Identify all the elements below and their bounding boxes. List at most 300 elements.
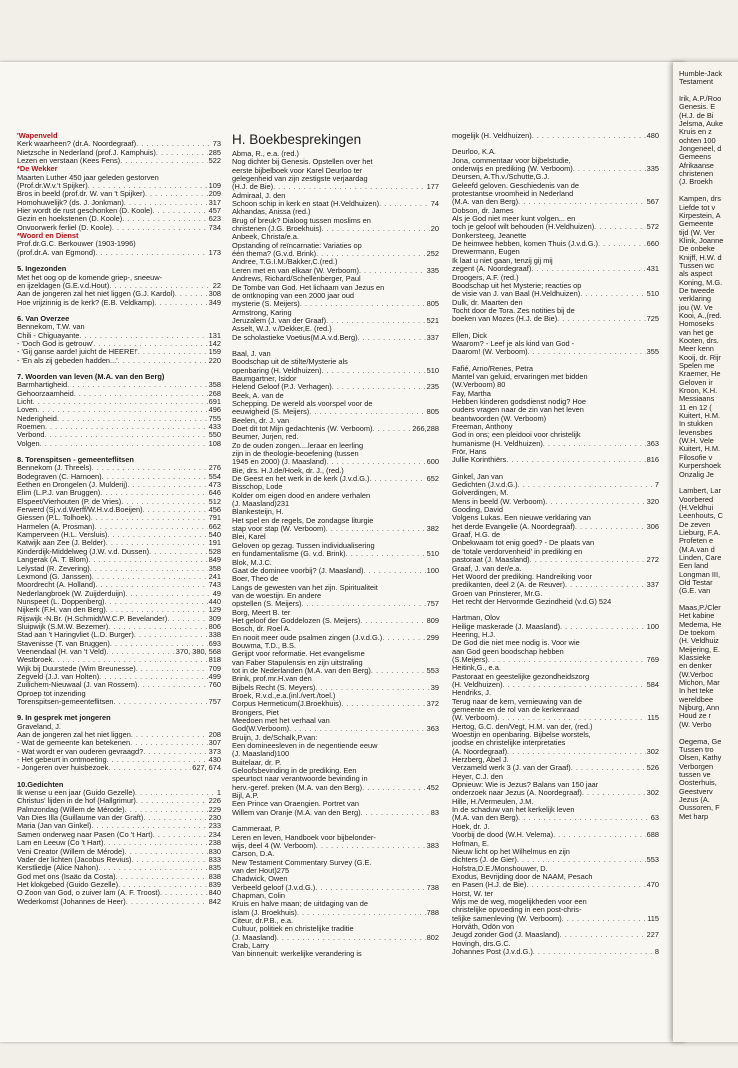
cropped-index-line: verklaring xyxy=(679,295,712,304)
index-text-line: aan God geen boodschap hebben xyxy=(452,647,564,656)
cropped-index-line: Meijering, E. xyxy=(679,645,721,654)
index-text-line: Maarten Luther 450 jaar geleden gestorven xyxy=(17,173,159,182)
entry-page-number: 526 xyxy=(646,763,659,773)
entry-title: Licht xyxy=(17,397,33,406)
index-entry xyxy=(17,140,221,148)
entry-page-number: 572 xyxy=(646,222,659,232)
entry-page-number: 173 xyxy=(208,247,221,257)
periodical-heading: *Woord en Dienst xyxy=(17,231,79,241)
cropped-index-line: levensbes xyxy=(679,428,713,437)
dot-leader xyxy=(273,183,426,191)
dot-leader xyxy=(382,634,425,642)
index-entry xyxy=(17,789,221,797)
entry-title: God(W.Verboom) xyxy=(232,725,290,734)
dot-leader xyxy=(155,299,208,307)
entry-page-number xyxy=(285,192,286,200)
index-text-line: Citeur, dr.P.B., e.a. xyxy=(232,916,294,925)
entry-title: Verbeeld geloof (J.v.d.G.) xyxy=(232,883,316,892)
entry-title: Van Dies Illa (Guillaume van der Graft) xyxy=(17,814,144,823)
cropped-index-line xyxy=(679,87,738,95)
index-text-line: Chapman, Colin xyxy=(232,891,285,900)
index-entry xyxy=(17,506,221,514)
dot-leader xyxy=(121,498,207,506)
entry-title: (Prof.dr.W.v.'t Spijker) xyxy=(17,182,88,191)
entry-title: - Wat de gemeente kan betekenen xyxy=(17,739,131,748)
index-entry xyxy=(17,481,221,489)
dot-leader xyxy=(153,831,208,839)
index-entry xyxy=(452,215,659,223)
entry-title: eeuwigheid (S. Meijers) xyxy=(232,408,310,417)
index-text-line: Andrews, Richard/Schellenberger, Paul xyxy=(232,275,361,284)
entry-page-number: 100 xyxy=(646,621,659,631)
entry-page-number: 306 xyxy=(646,521,659,531)
entry-page-number: 22 xyxy=(212,280,221,290)
entry-page-number: 299 xyxy=(426,632,439,642)
index-entry xyxy=(17,531,221,539)
index-text-line: Nieuw licht op het Wilhelmus en zijn xyxy=(452,847,570,856)
index-entry xyxy=(17,673,221,681)
entry-title: Daarom! (W. Verboom) xyxy=(452,348,528,357)
dot-leader xyxy=(95,249,207,257)
index-text-line: (J. Maasland)100 xyxy=(232,750,290,759)
entry-page-number: 227 xyxy=(646,930,659,940)
index-entry xyxy=(232,267,439,275)
entry-title: Lezen en verstaan (Kees Fens) xyxy=(17,157,121,166)
entry-title: Leren met en van elkaar (W. Verboom) xyxy=(232,266,359,275)
index-text-line: Gerijpt voor reformatie. Het evangelisme xyxy=(232,650,365,659)
entry-title: (H.J. de Bie) xyxy=(232,183,274,192)
index-entry xyxy=(452,915,659,923)
index-entry xyxy=(452,132,659,140)
entry-page-number: 49 xyxy=(212,588,221,598)
index-text-line: van de woestijn. En andere xyxy=(232,591,322,600)
entry-page-number xyxy=(508,489,509,497)
index-entry xyxy=(452,415,659,423)
entry-title: - Wat wordt er van ouderen gevraagd? xyxy=(17,747,144,756)
index-entry xyxy=(17,839,221,847)
index-text-line: Pastoraat en geestelijke gezondheidszorg xyxy=(452,672,590,681)
entry-page-number: 272 xyxy=(646,555,659,565)
entry-page-number: 115 xyxy=(647,913,659,923)
spacer xyxy=(232,817,439,825)
dot-leader xyxy=(316,250,426,258)
dot-leader xyxy=(100,489,207,497)
index-text-line: de 'totale verdorvenheid' in prediking en xyxy=(452,547,583,556)
index-text-line: Geloven op gezag. Tussen individualisering xyxy=(232,541,375,550)
dot-leader xyxy=(360,617,425,625)
entry-title: Heilige maskerade (J. Maasland) xyxy=(452,622,561,631)
entry-title: Volgen xyxy=(17,439,40,448)
index-text-line: Herzberg, Abel J. xyxy=(452,756,509,765)
dot-leader xyxy=(560,623,646,631)
dot-leader xyxy=(533,948,654,956)
entry-page-number: 370, 380, 568 xyxy=(175,646,221,656)
index-entry xyxy=(452,456,659,464)
dot-leader xyxy=(371,667,426,675)
cropped-index-line: Longman III, xyxy=(679,570,721,579)
entry-page-number: 131 xyxy=(208,330,221,340)
dot-leader xyxy=(571,764,646,772)
entry-page-number: 220 xyxy=(208,355,221,365)
entry-title: Bijbels Recht (S. Meyers) xyxy=(232,683,316,692)
entry-page-number: 849 xyxy=(208,555,221,565)
index-entry xyxy=(17,348,221,356)
dot-leader xyxy=(145,190,208,198)
entry-title: Giessen (P.L. Tolhoek) xyxy=(17,514,91,523)
cropped-index-line: Filosofie v xyxy=(679,453,713,462)
entry-page-number: 842 xyxy=(208,896,221,906)
index-entry xyxy=(452,489,659,497)
index-text-line: Anbeek, Christa/e.a. xyxy=(232,233,299,242)
entry-page-number: 73 xyxy=(212,139,221,149)
entry-page-number: 734 xyxy=(208,222,221,232)
index-text-line: Volgens Lukas. Een nieuwe verklaring van xyxy=(452,514,591,523)
index-text-line: eerste bijbelboek voor Karel Deurloo ter xyxy=(232,166,363,175)
entry-title: Wijk bij Duurstede (Wim Breunesse) xyxy=(17,664,136,673)
index-entry xyxy=(452,223,659,231)
index-entry xyxy=(17,548,221,556)
cropped-index-line: Een land xyxy=(679,562,709,571)
cropped-index-line: Kroon, K.H. xyxy=(679,387,718,396)
dot-leader xyxy=(369,475,425,483)
entry-page-number: 440 xyxy=(208,596,221,606)
entry-title: Jeugd zonder God (J. Maasland) xyxy=(452,931,560,940)
cropped-index-line: Jelsma, Auke xyxy=(679,120,723,129)
index-entry xyxy=(17,556,221,564)
index-entry xyxy=(17,698,221,706)
index-text-line: Bruijn, J. de/Schalk,P.van: xyxy=(232,733,318,742)
entry-page-number: 276 xyxy=(208,463,221,473)
index-text-line: Hille, H./Vermeulen, J.M. xyxy=(452,797,534,806)
entry-title: wijs, deel 4 (W. Verboom) xyxy=(232,841,316,850)
index-entry xyxy=(232,200,439,208)
index-entry xyxy=(452,681,659,689)
entry-page-number: 833 xyxy=(208,854,221,864)
entry-page-number: 309 xyxy=(208,613,221,623)
dot-leader xyxy=(91,514,208,522)
index-entry xyxy=(232,667,439,675)
dot-leader xyxy=(138,348,208,356)
entry-page-number xyxy=(289,417,290,425)
entry-page-number: 818 xyxy=(208,655,221,665)
index-entry xyxy=(17,523,221,531)
entry-title: Zegveld (J.J. van Holten) xyxy=(17,672,100,681)
cropped-index-line: als aspect xyxy=(679,270,713,279)
index-entry xyxy=(232,884,439,892)
index-text-line: Opstanding of reïncarnatie: Variaties op xyxy=(232,241,362,250)
dot-leader xyxy=(507,748,646,756)
index-text-line: Het recht der Hervormde Gezindheid (v.d.G) 524 xyxy=(452,597,612,606)
index-entry xyxy=(452,440,659,448)
index-text-line: In de schaduw van het kerkelijk leven xyxy=(452,806,575,815)
index-text-line: Ellen, Dick xyxy=(452,331,487,340)
entry-title: zegent (A. Noordegraaf) xyxy=(452,265,532,274)
index-text-line: de ontknoping van een 2000 jaar oud xyxy=(232,291,355,300)
entry-page-number: 63 xyxy=(650,813,659,823)
index-entry xyxy=(17,590,221,598)
index-text-line: protestantse vroomheid in Nederland xyxy=(452,190,574,199)
dot-leader xyxy=(322,225,430,233)
cropped-index-line: Afrikaanse xyxy=(679,161,714,170)
dot-leader xyxy=(143,748,207,756)
index-entry xyxy=(232,909,439,917)
index-entry xyxy=(17,814,221,822)
dot-leader xyxy=(125,590,211,598)
cropped-index-line: Old Testar xyxy=(679,578,713,587)
entry-page-number: 457 xyxy=(208,206,221,216)
cropped-index-line: Maas,P./Cler xyxy=(679,604,721,612)
entry-title: tot in de Nederlanden (M.A. van den Berg) xyxy=(232,666,371,675)
entry-page-number: 382 xyxy=(426,524,439,534)
dot-leader xyxy=(379,200,430,208)
index-text-line: Zo de ouden zongen....leraar en leerling xyxy=(232,441,364,450)
dot-leader xyxy=(526,881,645,889)
index-entry xyxy=(232,300,439,308)
dot-leader xyxy=(497,714,646,722)
index-entry xyxy=(452,656,659,664)
index-text-line: ouders vragen naar de zin van het leven xyxy=(452,406,584,415)
entry-title: stap voor stap (W. Verboom) xyxy=(232,525,326,534)
entry-title: Loven xyxy=(17,406,38,415)
index-entry xyxy=(452,498,659,506)
dot-leader xyxy=(143,506,208,514)
dot-leader xyxy=(327,458,426,466)
entry-page-number: 320 xyxy=(646,496,659,506)
index-entry xyxy=(452,856,659,864)
index-entry xyxy=(17,149,221,157)
entry-page-number: 355 xyxy=(646,347,659,357)
index-entry xyxy=(17,199,221,207)
dot-leader xyxy=(37,406,208,414)
cropped-index-line: Kurpershoek xyxy=(679,462,721,471)
cropped-index-line: Kampen, drs xyxy=(679,195,721,204)
entry-page-number: 226 xyxy=(208,796,221,806)
dot-leader xyxy=(128,481,208,489)
entry-title: De heimwee hebben, komen Thuis (J.v.d.G.) xyxy=(452,240,598,249)
dot-leader xyxy=(543,440,646,448)
entry-page-number: 660 xyxy=(646,239,659,249)
index-text-line: Langs de gewesten van het zijn. Spiritualiteit xyxy=(232,583,378,592)
index-entry xyxy=(232,600,439,608)
index-entry xyxy=(17,848,221,856)
index-entry xyxy=(452,523,659,531)
index-text-line: Deurloo, K.A. xyxy=(452,148,496,157)
dot-leader xyxy=(45,431,208,439)
index-text-line: Bosch, dr. Roel A. xyxy=(232,625,291,634)
entry-page-number: 521 xyxy=(426,315,439,325)
entry-title: Verbond xyxy=(17,431,45,440)
index-entry xyxy=(452,623,659,631)
cropped-index-line: Geloven ir xyxy=(679,378,713,387)
index-entry xyxy=(17,756,221,764)
index-entry xyxy=(17,415,221,423)
dot-leader xyxy=(106,606,208,614)
entry-title: Harmelen (A. Prosman) xyxy=(17,522,95,531)
entry-title: Kerstliedje (Alice Nahon) xyxy=(17,864,99,873)
index-text-line: Opnieuw: Wie is Jezus? Balans van 150 jaar xyxy=(452,781,599,790)
entry-page-number: 335 xyxy=(646,164,659,174)
index-text-line: Met het oog op de komende griep-, sneeuw- xyxy=(17,273,163,282)
entry-page-number: 550 xyxy=(208,430,221,440)
index-entry xyxy=(232,725,439,733)
index-text-line: Blei, Karel xyxy=(232,533,266,542)
entry-title: Langerak (A. T. Blom) xyxy=(17,556,89,565)
entry-page-number: 693 xyxy=(208,638,221,648)
index-entry xyxy=(17,822,221,830)
entry-title: Maria (Jan van Ginkel) xyxy=(17,822,92,831)
entry-title: Nederlangbroek (W. Zuijderduijn) xyxy=(17,589,126,598)
dot-leader xyxy=(300,300,426,308)
dot-leader xyxy=(136,140,212,148)
entry-page-number: 652 xyxy=(426,474,439,484)
index-entry xyxy=(17,290,221,298)
entry-title: Het geloof der Goddelozen (S. Meijers) xyxy=(232,616,361,625)
index-entry xyxy=(17,573,221,581)
section-heading: H. Boekbesprekingen xyxy=(232,132,362,147)
cropped-index-line: Linden, Care xyxy=(679,553,722,562)
index-entry xyxy=(452,198,659,206)
cropped-index-line: (W.Verboc xyxy=(679,670,714,679)
index-text-line: Kruis en halve maan; de uitdaging van de xyxy=(232,900,368,909)
index-text-line: Beumer, Jurjen, red. xyxy=(232,433,299,442)
entry-page-number: 623 xyxy=(208,214,221,224)
entry-title: (H. Veldhuizen) xyxy=(452,680,503,689)
entry-page-number: 791 xyxy=(208,513,221,523)
entry-page-number: 209 xyxy=(208,189,221,199)
index-text-line: Boodschap uit het Mysterie; reacties op xyxy=(452,281,582,290)
entry-page-number: 115 xyxy=(647,713,659,723)
index-entry xyxy=(452,348,659,356)
dot-leader xyxy=(359,267,426,275)
cropped-index-line: Kraemer, He xyxy=(679,370,721,379)
index-entry xyxy=(232,367,439,375)
index-text-line: Brongers, Piet xyxy=(232,708,279,717)
entry-page-number: 510 xyxy=(646,289,659,299)
entry-title: Bodegraven (C. Harnoen) xyxy=(17,472,102,481)
index-text-line: speurtoct naar verantwoorde bevinding in xyxy=(232,775,368,784)
entry-title: Veenendaal (H. van 't Veld) xyxy=(17,647,107,656)
index-entry xyxy=(17,423,221,431)
entry-page-number: 1 xyxy=(216,788,221,798)
entry-page-number xyxy=(575,215,576,223)
index-text-line: zijn in de theologie-beoefening (tussen xyxy=(232,450,359,459)
index-entry xyxy=(17,873,221,881)
entry-page-number: 528 xyxy=(208,546,221,556)
entry-page-number: 266,288 xyxy=(412,424,439,433)
dot-leader xyxy=(326,525,426,533)
index-text-line: Crab, Larry xyxy=(232,941,269,950)
index-text-line: Schepping. De wereld als voorspel voor de xyxy=(232,399,373,408)
entry-title: Lexmond (G. Janssen) xyxy=(17,572,92,581)
index-entry xyxy=(17,764,221,772)
entry-title: O Zoon van God, o zuiver lam (A. F. Troost) xyxy=(17,889,160,898)
index-text-line: De Tombe van God. Het lichaam van Jezus en xyxy=(232,283,385,292)
entry-title: herv.-geref. preken (M.A. van den Berg) xyxy=(232,783,363,792)
dot-leader xyxy=(167,615,207,623)
index-entry xyxy=(232,425,439,433)
entry-title: mogelijk (H. Veldhuizen) xyxy=(452,132,532,140)
entry-title: Veni Creator (Willem de Mérode) xyxy=(17,847,125,856)
entry-title: één thema? (G.v.d. Brink) xyxy=(232,250,317,259)
cropped-index-line: Kuitert, H.M. xyxy=(679,412,721,421)
index-entry xyxy=(17,615,221,623)
cropped-index-line: Voorbered xyxy=(679,495,714,504)
entry-page-number: 709 xyxy=(208,663,221,673)
index-entry xyxy=(17,598,221,606)
index-text-line: Donkersteeg, Jeanette xyxy=(452,231,527,240)
index-entry xyxy=(17,731,221,739)
index-text-line: Bijl, A.P. xyxy=(232,792,259,801)
index-text-line: Oproep tot inzending xyxy=(17,689,86,698)
entry-title: Ferwerd (Sj.v.d.Werff/W.H.v.d.Boeijen) xyxy=(17,506,143,515)
cropped-index-line: Houd ze r xyxy=(679,712,712,721)
index-entry xyxy=(17,398,221,406)
entry-page-number: 540 xyxy=(208,530,221,540)
index-text-line: Groen van Prinsterer, Mr.G. xyxy=(452,589,543,598)
index-entry xyxy=(452,948,659,956)
entry-page-number: 553 xyxy=(426,665,439,675)
cropped-index-line: Homoseks xyxy=(679,320,714,329)
index-entry xyxy=(17,215,221,223)
entry-page-number: 230 xyxy=(208,813,221,823)
index-text-line: Bie, drs. H.J.de/Hoek, dr. J., (red.) xyxy=(232,466,344,475)
entry-title: opstellen (S. Meijers) xyxy=(232,600,302,609)
entry-page-number: 496 xyxy=(208,405,221,415)
entry-page-number: 805 xyxy=(426,299,439,309)
dot-leader xyxy=(135,789,216,797)
index-text-line: Graaf, J. van der/e.a. xyxy=(452,564,522,573)
cropped-index-line: Nijburg, Ann xyxy=(679,704,720,713)
entry-title: Schoon schip in kerk en staat (H.Veldhuizen) xyxy=(232,200,380,209)
index-entry xyxy=(452,265,659,273)
entry-page-number: 688 xyxy=(646,830,659,840)
entry-page-number: 373 xyxy=(208,746,221,756)
index-entry xyxy=(232,317,439,325)
index-text-line: Baal, J. van xyxy=(232,349,271,358)
cropped-index-line: Kooten, drs. xyxy=(679,337,719,345)
dot-leader xyxy=(88,182,208,190)
index-column-2 xyxy=(232,132,439,959)
entry-title: Aan de jongeren zal het niet liggen xyxy=(17,731,131,740)
cropped-index-line: Tussen wc xyxy=(679,261,715,270)
index-text-line: Meedoen met het verhaal van xyxy=(232,717,330,726)
dot-leader xyxy=(175,290,208,298)
index-text-line: Beek, A. van de xyxy=(232,391,284,400)
cropped-index-line: Leenhouts, C xyxy=(679,512,723,521)
index-text-line: Fafié, Arno/Renes, Petra xyxy=(452,364,533,373)
index-text-line: Bennekom, T.W. van xyxy=(17,323,85,332)
dot-leader xyxy=(95,581,207,589)
index-entry xyxy=(17,207,221,215)
entry-page-number: 233 xyxy=(208,821,221,831)
index-text-line: (J. Maasland)231 xyxy=(232,500,290,509)
index-text-line: Borg, Meert B. ter xyxy=(232,608,291,617)
index-entry xyxy=(17,357,221,365)
dot-leader xyxy=(108,623,207,631)
cropped-index-line: Humble-Jack xyxy=(679,70,723,78)
entry-page-number: 358 xyxy=(208,380,221,390)
entry-page-number: 234 xyxy=(208,829,221,839)
index-entry xyxy=(452,831,659,839)
entry-page-number: 335 xyxy=(426,265,439,275)
index-entry xyxy=(17,723,221,731)
dot-leader xyxy=(362,784,426,792)
dot-leader xyxy=(91,822,207,830)
cropped-index-line: Jezus (A. xyxy=(679,795,710,804)
index-text-line: God in ons; een pleidooi voor christelijk xyxy=(452,431,581,440)
dot-leader xyxy=(40,440,208,448)
entry-title: mysterie (S. Meijers) xyxy=(232,300,300,309)
